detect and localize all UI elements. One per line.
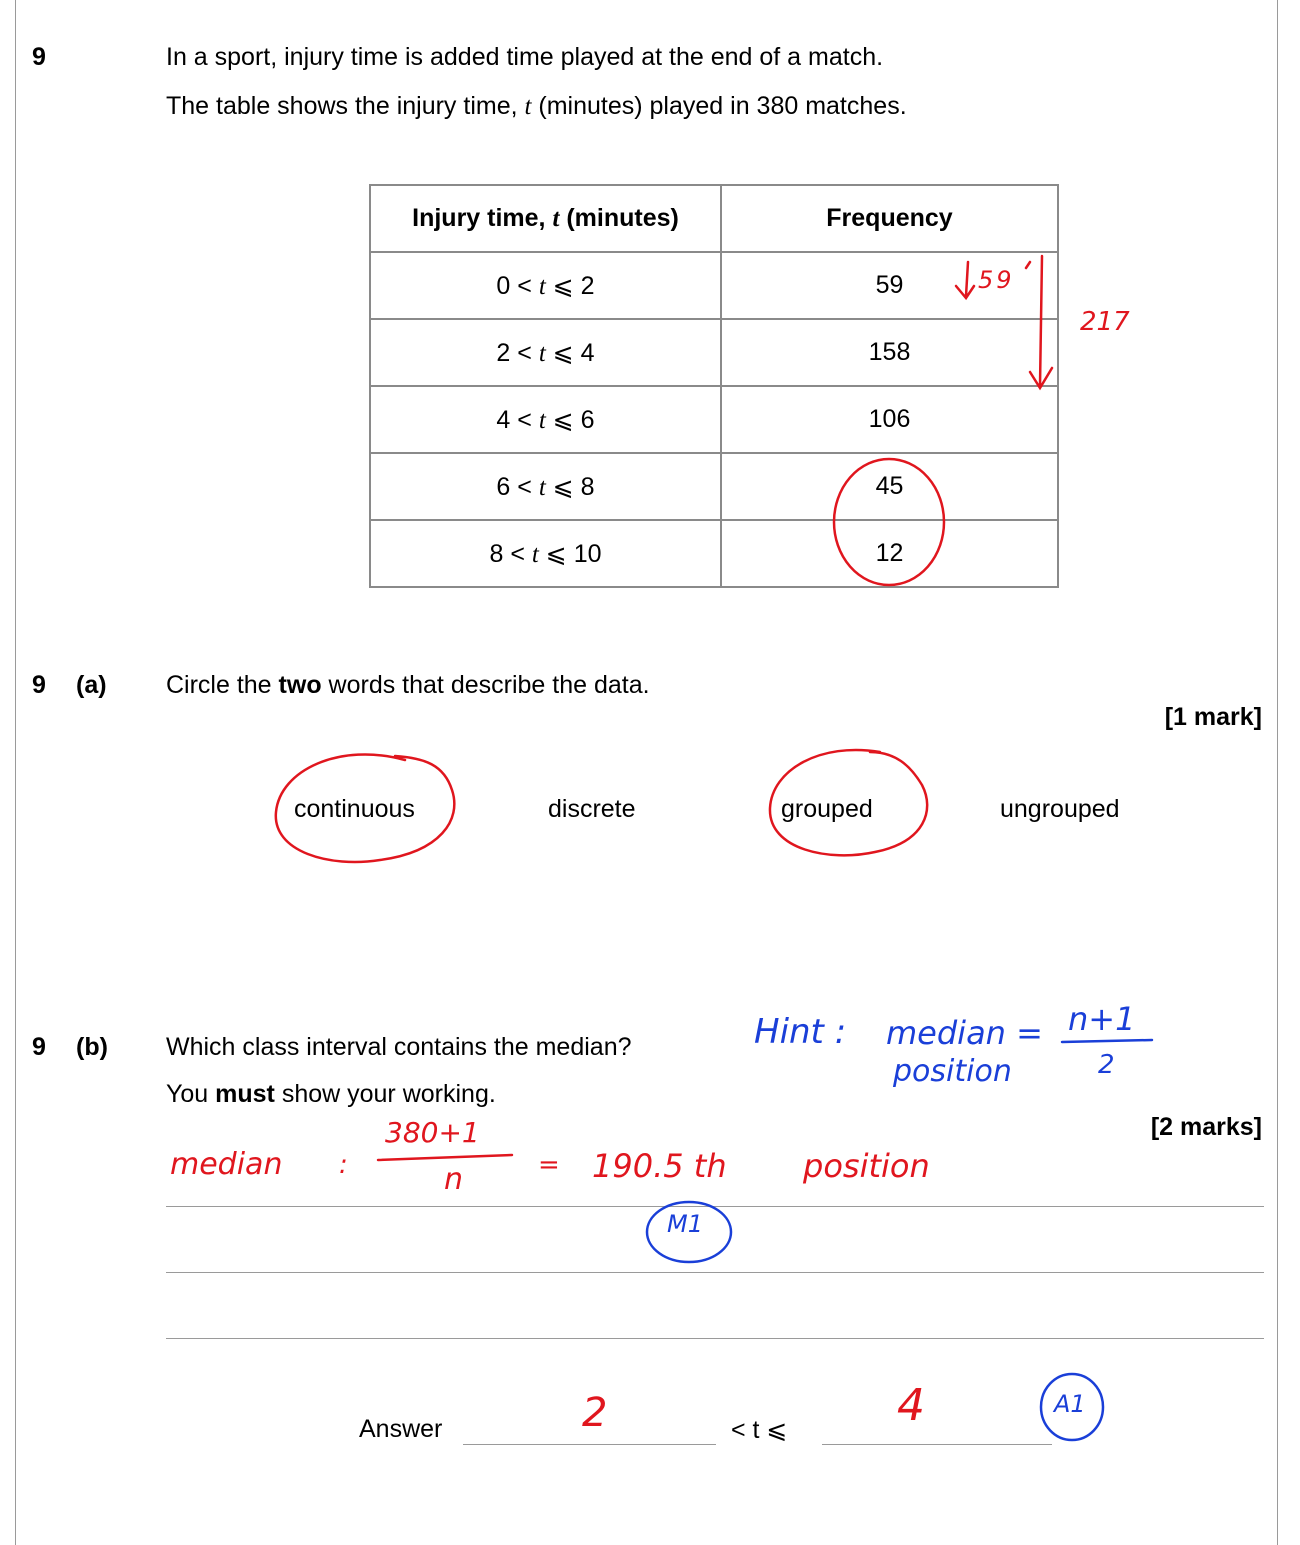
interval-op-lt: < bbox=[517, 271, 532, 300]
word-continuous[interactable]: continuous bbox=[294, 795, 415, 823]
hint-position-word: position bbox=[893, 1054, 1012, 1089]
working-fraction-bar bbox=[378, 1155, 512, 1160]
interval-var: t bbox=[538, 339, 546, 367]
part-b-prompt-2-post: show your working. bbox=[274, 1080, 496, 1108]
part-a-prompt-bold: two bbox=[278, 671, 322, 699]
interval-high: 8 bbox=[580, 472, 595, 501]
interval-high: 6 bbox=[580, 405, 595, 434]
question-number: 9 bbox=[32, 43, 46, 71]
interval-op-le: ⩽ bbox=[545, 539, 567, 568]
part-b-prompt-2-bold: must bbox=[215, 1080, 275, 1108]
interval-op-le: ⩽ bbox=[552, 338, 574, 367]
part-b-number: 9 bbox=[32, 1033, 46, 1061]
hint-numerator: n+1 bbox=[1068, 1000, 1136, 1038]
working-denominator: n bbox=[444, 1162, 464, 1197]
cumulative-217-note: 217 bbox=[1080, 307, 1130, 337]
circle-continuous bbox=[276, 754, 455, 862]
m1-mark: M1 bbox=[667, 1210, 703, 1238]
frequency-cell: 158 bbox=[721, 319, 1058, 386]
a1-mark: A1 bbox=[1054, 1390, 1086, 1418]
interval-var: t bbox=[531, 540, 539, 568]
answer-label: Answer bbox=[359, 1415, 443, 1443]
header-col1-pre: Injury time, bbox=[412, 204, 553, 232]
interval-op-lt: < bbox=[517, 405, 532, 434]
intro-line-2-post: (minutes) played in 380 matches. bbox=[531, 92, 907, 120]
frequency-cell: 106 bbox=[721, 386, 1058, 453]
part-a-number: 9 bbox=[32, 671, 46, 699]
word-grouped[interactable]: grouped bbox=[781, 795, 873, 823]
part-a-marks: [1 mark] bbox=[1164, 703, 1262, 731]
hint-median-word: median = bbox=[886, 1014, 1043, 1052]
interval-op-lt: < bbox=[517, 338, 532, 367]
arrow-59 bbox=[956, 262, 974, 298]
interval-op-le: ⩽ bbox=[552, 472, 574, 501]
circle-45-12 bbox=[834, 459, 944, 585]
word-discrete[interactable]: discrete bbox=[548, 795, 636, 823]
working-median-word: median bbox=[170, 1147, 283, 1182]
interval-op-le: ⩽ bbox=[552, 271, 574, 300]
word-ungrouped[interactable]: ungrouped bbox=[1000, 795, 1120, 823]
cumulative-59-note: 59 bbox=[978, 266, 1015, 294]
interval-low: 2 bbox=[496, 338, 511, 367]
frequency-cell: 12 bbox=[721, 520, 1058, 587]
interval-var: t bbox=[538, 473, 546, 501]
answer-low-value: 2 bbox=[582, 1390, 608, 1436]
intro-line-2-pre: The table shows the injury time, bbox=[166, 92, 525, 120]
interval-op-lt: < bbox=[517, 472, 532, 501]
a1-circle bbox=[1041, 1374, 1103, 1440]
part-b-label: (b) bbox=[76, 1033, 108, 1061]
part-b-prompt-2-pre: You bbox=[166, 1080, 216, 1108]
part-a-prompt-post: words that describe the data. bbox=[321, 671, 650, 699]
interval-low: 4 bbox=[496, 405, 511, 434]
answer-inequality: < t ⩽ bbox=[731, 1416, 788, 1444]
working-result: 190.5 th bbox=[592, 1147, 727, 1185]
hint-denominator: 2 bbox=[1098, 1050, 1115, 1080]
frequency-cell: 45 bbox=[721, 453, 1058, 520]
interval-var: t bbox=[538, 272, 546, 300]
interval-low: 6 bbox=[496, 472, 511, 501]
working-position-word: position bbox=[803, 1147, 930, 1185]
part-a-label: (a) bbox=[76, 671, 107, 699]
frequency-cell: 59 bbox=[721, 252, 1058, 319]
working-colon: : bbox=[339, 1150, 348, 1180]
hint-fraction-bar bbox=[1062, 1040, 1152, 1042]
hint-label: Hint : bbox=[754, 1012, 847, 1052]
header-variable: t bbox=[552, 205, 560, 232]
intro-line-1: In a sport, injury time is added time played at the end of a match. bbox=[166, 43, 884, 71]
bracket-arrow-217 bbox=[1026, 256, 1052, 388]
interval-low: 8 bbox=[489, 539, 504, 568]
header-col1-post: (minutes) bbox=[559, 204, 679, 232]
m1-circle bbox=[647, 1202, 731, 1262]
working-equals: = bbox=[538, 1150, 560, 1180]
part-b-prompt-1: Which class interval contains the median? bbox=[166, 1033, 632, 1061]
part-b-marks: [2 marks] bbox=[1150, 1113, 1262, 1141]
interval-var: t bbox=[538, 406, 546, 434]
part-a-prompt-pre: Circle the bbox=[166, 671, 279, 699]
interval-high: 2 bbox=[580, 271, 595, 300]
intro-variable: t bbox=[524, 93, 532, 120]
interval-high: 10 bbox=[573, 539, 602, 568]
working-numerator: 380+1 bbox=[385, 1116, 480, 1149]
interval-low: 0 bbox=[496, 271, 511, 300]
answer-high-value: 4 bbox=[897, 1380, 925, 1431]
interval-op-lt: < bbox=[510, 539, 525, 568]
header-frequency: Frequency bbox=[721, 185, 1058, 252]
circle-grouped bbox=[770, 750, 927, 855]
interval-op-le: ⩽ bbox=[552, 405, 574, 434]
interval-high: 4 bbox=[580, 338, 595, 367]
